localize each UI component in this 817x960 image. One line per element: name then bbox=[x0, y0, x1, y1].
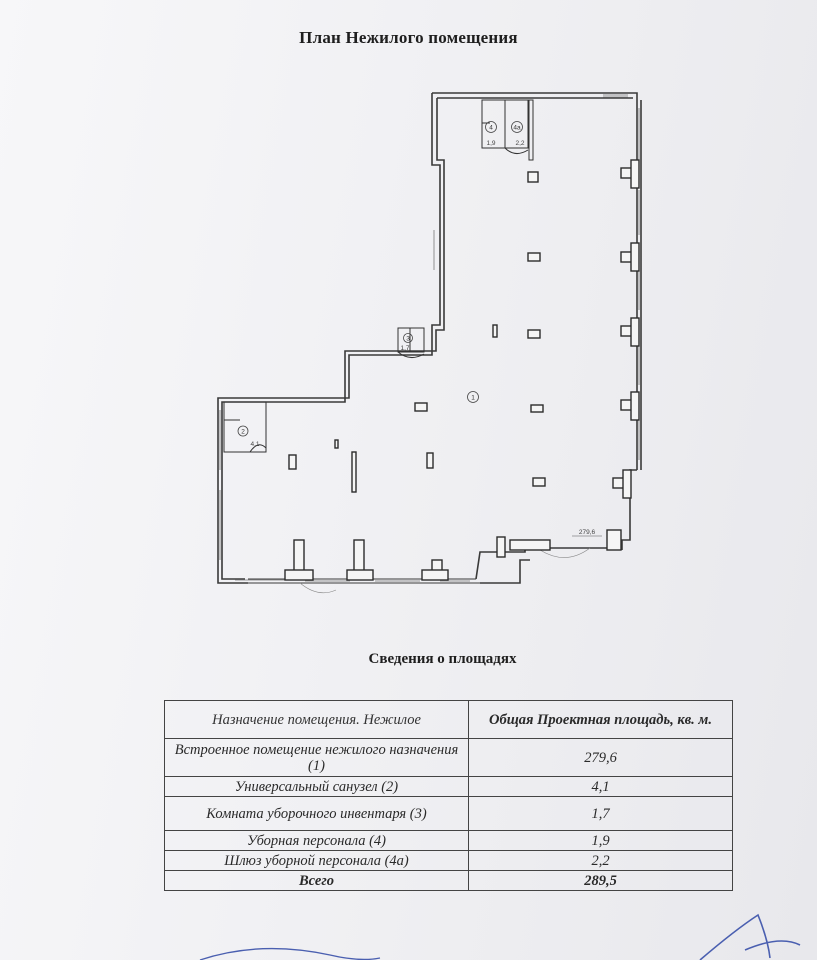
row-area-cell: 1,7 bbox=[469, 797, 733, 831]
room-4-area: 1,9 bbox=[486, 140, 496, 147]
total-area-cell: 289,5 bbox=[469, 871, 733, 891]
row-name-cell: Встроенное помещение нежилого назначения (1) bbox=[165, 739, 469, 777]
row-name-cell: Уборная персонала (4) bbox=[165, 831, 469, 851]
signature-stroke-right bbox=[700, 915, 800, 960]
row-area-cell: 4,1 bbox=[469, 777, 733, 797]
row-area-cell: 279,6 bbox=[469, 739, 733, 777]
header-area-cell: Общая Проектная площадь, кв. м. bbox=[469, 701, 733, 739]
row-name-cell: Шлюз уборной персонала (4а) bbox=[165, 851, 469, 871]
room-2-area: 4,1 bbox=[250, 441, 260, 448]
row-area-cell: 2,2 bbox=[469, 851, 733, 871]
areas-section-title: Сведения о площадях bbox=[368, 651, 517, 667]
room-4a-area: 2,2 bbox=[515, 140, 525, 147]
signature-stroke-left bbox=[200, 949, 380, 960]
room-1-area: 279,6 bbox=[578, 529, 596, 536]
header-name-cell: Назначение помещения. Нежилое bbox=[165, 701, 469, 739]
room-4a-number: 4а bbox=[513, 124, 521, 132]
room-1-number: 1 bbox=[471, 394, 475, 402]
row-name-cell: Универсальный санузел (2) bbox=[165, 777, 469, 797]
room-3-number: 3 bbox=[406, 335, 410, 343]
total-name-cell: Всего bbox=[165, 871, 469, 891]
room-3-area: 1,7 bbox=[400, 345, 410, 352]
room-4-number: 4 bbox=[489, 124, 493, 132]
row-name-cell: Комната уборочного инвентаря (3) bbox=[165, 797, 469, 831]
page-title: План Нежилого помещения bbox=[299, 28, 518, 47]
room-2-number: 2 bbox=[241, 428, 245, 436]
row-area-cell: 1,9 bbox=[469, 831, 733, 851]
